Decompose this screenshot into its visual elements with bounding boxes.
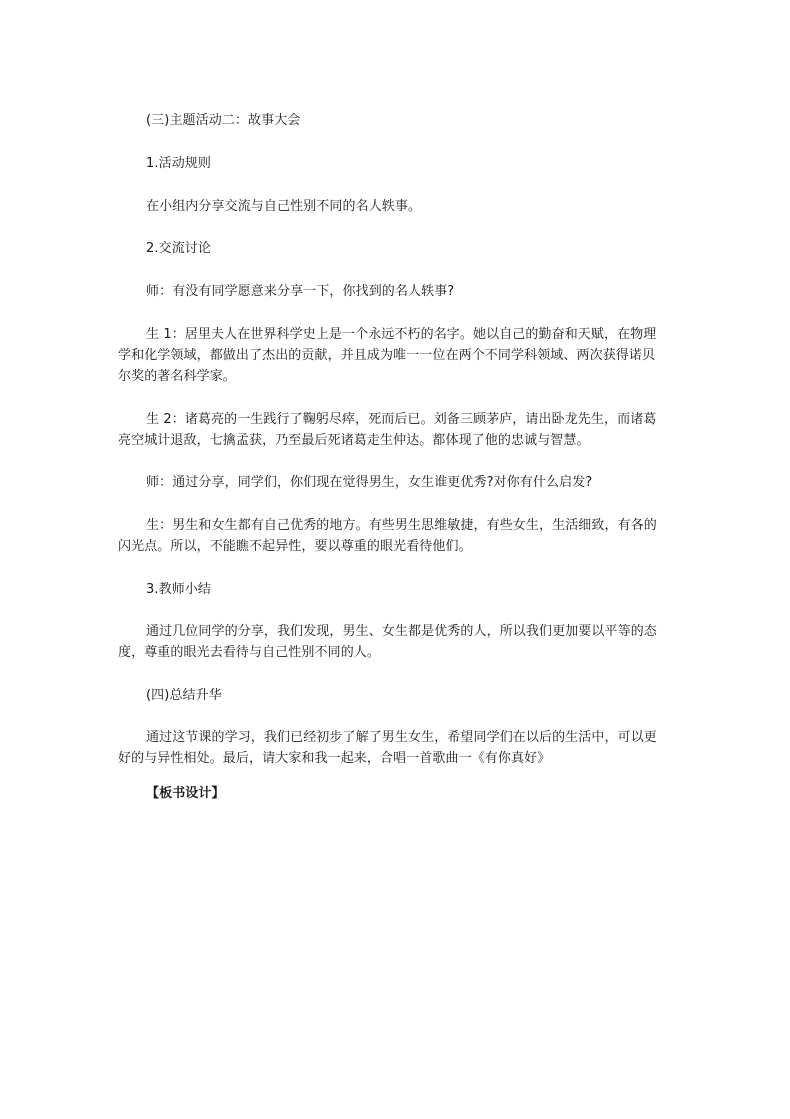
paragraph: 在小组内分享交流与自己性别不同的名人轶事。 <box>146 199 422 214</box>
board-design-heading: 【板书设计】 <box>146 786 225 801</box>
section-title: (四)总结升华 <box>146 688 222 703</box>
teacher-question: 师：通过分享，同学们，你们现在觉得男生，女生谁更优秀?对你有什么启发? <box>146 475 593 490</box>
step-title: 3.教师小结 <box>146 582 212 597</box>
step-title: 2.交流讨论 <box>146 241 212 256</box>
step-title: 1.活动规则 <box>146 156 212 171</box>
teacher-question: 师：有没有同学愿意来分享一下，你找到的名人轶事? <box>146 284 455 299</box>
student-answer: 生 1：居里夫人在世界科学史上是一个永远不朽的名字。她以自己的勤奋和天赋，在物理学和化学领域，都做出了杰出的贡献，并且成为唯一一位在两个不同学科领域、两次获得诺贝尔奖的著名科学家。 <box>118 327 657 384</box>
paragraph: 通过几位同学的分享，我们发现，男生、女生都是优秀的人，所以我们更加要以平等的态度，尊重的眼光去看待与自己性别不同的人。 <box>118 624 657 660</box>
student-answer: 生 2：诸葛亮的一生践行了鞠躬尽瘁，死而后已。刘备三顾茅庐，请出卧龙先生，而诸葛亮空城计退敌，七擒孟获，乃至最后死诸葛走生仲达。都体现了他的忠诚与智慧。 <box>118 412 657 448</box>
paragraph: 通过这节课的学习，我们已经初步了解了男生女生，希望同学们在以后的生活中，可以更好的与异性相处。最后，请大家和我一起来，合唱一首歌曲一《有你真好》 <box>118 730 657 766</box>
section-title: (三)主题活动二：故事大会 <box>146 113 301 128</box>
student-answer: 生：男生和女生都有自己优秀的地方。有些男生思维敏捷，有些女生，生活细致，有各的闪光点。所以，不能瞧不起异性，要以尊重的眼光看待他们。 <box>118 518 657 554</box>
